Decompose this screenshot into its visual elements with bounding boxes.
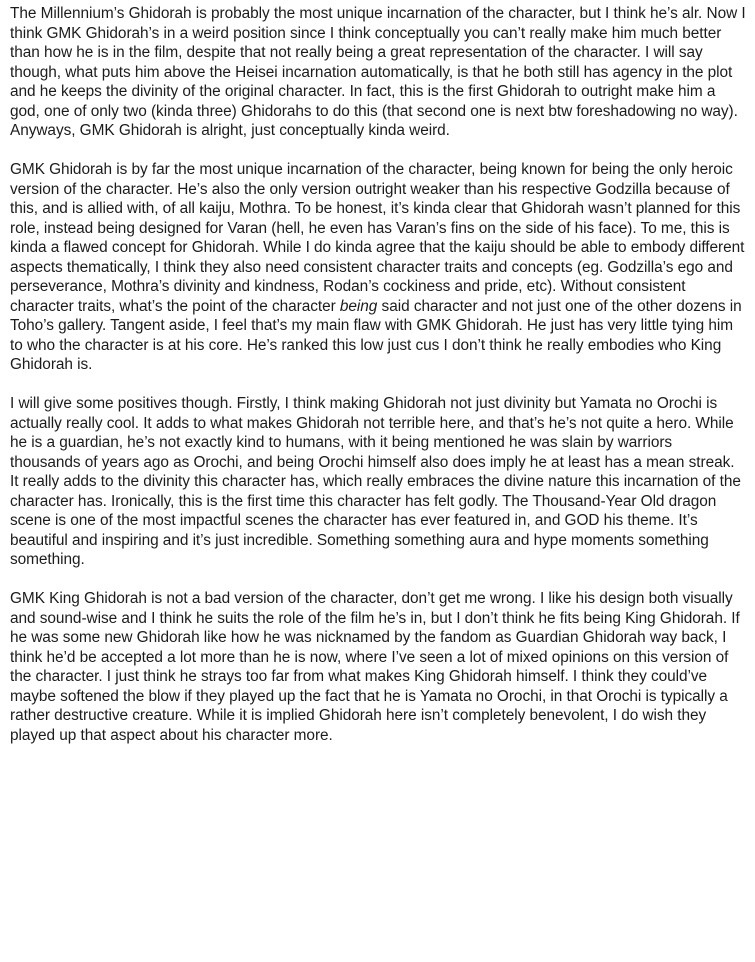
paragraph-text-before-italic: GMK Ghidorah is by far the most unique incarnation of the character, being known for being the only heroic version of the character. He’s also the only version outright weaker than his respective Godzilla because of this, and is allied with, of all kaiju, Mothra. To be honest, it’s kinda clear that Ghidorah wasn’t planned for this role, instead being designed for Varan (hell, he even has Varan’s fins on the side of his face). To me, this is kinda a flawed concept for Ghidorah. While I do kinda agree that the kaiju should be able to embody different aspects thematically, I think they also need consistent character traits and concepts (eg. Godzilla’s ego and perseverance, Mothra’s divinity and kindness, Rodan’s cockiness and pride, etc). Without consistent character traits, what’s the point of the character: [10, 161, 745, 315]
paragraph-millennium-ghidorah: The Millennium’s Ghidorah is probably the most unique incarnation of the character, but I think he’s alr. Now I think GMK Ghidorah’s in a weird position since I think conceptually you can’t really make him much better than how he is in the film, despite that not really being a great representation of the character. I will say though, what puts him above the Heisei incarnation automatically, is that he both still has agency in the plot and he keeps the divinity of the original character. In fact, this is the first Ghidorah to outright make him a god, one of only two (kinda three) Ghidorahs to do this (that second one is next btw foreshadowing no way). Anyways, GMK Ghidorah is alright, just conceptually kinda weird.: [10, 5, 746, 139]
paragraph-text-after-italic: said character and not just one of the other dozens in Toho’s gallery. Tangent aside, I feel that’s my main flaw with GMK Ghidorah. He just has very little tying him to who the character is at his core. He’s ranked this low just cus I don’t think he really embodies who King Ghidorah is.: [10, 297, 742, 373]
document-body: [10, 4, 746, 745]
italic-emphasis: being: [339, 297, 378, 315]
paragraph-conclusion: GMK King Ghidorah is not a bad version of the character, don’t get me wrong. I like his design both visually and sound-wise and I think he suits the role of the film he’s in, but I don’t think he fits being King Ghidorah. If he was some new Ghidorah like how he was nicknamed by the fandom as Guardian Ghidorah way back, I think he’d be accepted a lot more than he is now, where I’ve seen a lot of mixed opinions on this version of the character. I just think he strays too far from what makes King Ghidorah himself. I think they could’ve maybe softened the blow if they played up the fact that he is Yamata no Orochi, in that Orochi is typically a rather destructive creature. While it is implied Ghidorah here isn’t completely benevolent, I do wish they played up that aspect about his character more.: [10, 590, 740, 744]
paragraph-positives: I will give some positives though. Firstly, I think making Ghidorah not just divinity but Yamata no Orochi is actually really cool. It adds to what makes Ghidorah not terrible here, and that’s he’s not quite a hero. While he is a guardian, he’s not exactly kind to humans, with it being mentioned he was slain by warriors thousands of years ago as Orochi, and being Orochi himself also does imply he at least has a mean streak. It really adds to the divinity this character has, which really embraces the divine nature this incarnation of the character has. Ironically, this is the first time this character has felt godly. The Thousand-Year Old dragon scene is one of the most impactful scenes the character has ever featured in, and GOD his theme. It’s beautiful and inspiring and it’s just incredible. Something something aura and hype moments something something.: [10, 395, 741, 568]
paragraph-gmk-heroic-ghidorah: [10, 160, 746, 375]
